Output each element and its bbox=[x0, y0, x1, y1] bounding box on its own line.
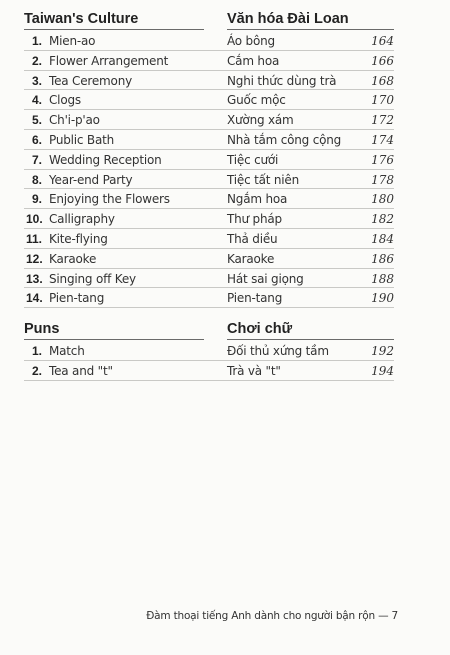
entry-page-number: 164 bbox=[371, 34, 394, 48]
entry-title-en: Karaoke bbox=[49, 251, 97, 266]
toc-entry bbox=[0, 150, 450, 170]
entry-page-number: 176 bbox=[371, 152, 394, 167]
section-divider bbox=[24, 29, 204, 30]
entry-title-en: Mien-ao bbox=[49, 34, 96, 48]
section-title-culture-vi: Văn hóa Đài Loan bbox=[227, 11, 349, 27]
entry-title-en: Clogs bbox=[49, 93, 81, 108]
entry-page-number: 174 bbox=[371, 133, 394, 147]
entry-title-en: Match bbox=[49, 344, 85, 358]
toc-entry bbox=[0, 229, 450, 249]
row-separator bbox=[24, 307, 394, 308]
entry-number: 11. bbox=[26, 232, 43, 246]
entry-number: 1. bbox=[31, 34, 42, 48]
entry-page-number: 190 bbox=[371, 291, 394, 306]
entry-title-vi: Karaoke bbox=[227, 251, 275, 266]
entry-number: 10. bbox=[26, 212, 43, 227]
entry-page-number: 188 bbox=[371, 271, 394, 286]
entry-title-vi: Nhà tắm công cộng bbox=[227, 133, 342, 147]
toc-entry bbox=[0, 71, 450, 91]
section-title-culture-en: Taiwan's Culture bbox=[24, 11, 139, 27]
entry-title-en: Pien-tang bbox=[49, 291, 105, 306]
entry-title-en: Wedding Reception bbox=[49, 152, 162, 167]
toc-entry bbox=[0, 361, 450, 381]
entry-number: 2. bbox=[31, 363, 42, 378]
entry-number: 6. bbox=[31, 133, 42, 147]
toc-entry bbox=[0, 189, 450, 209]
entry-title-vi: Đối thủ xứng tầm bbox=[227, 344, 329, 358]
section-divider bbox=[227, 29, 394, 30]
toc-entry bbox=[0, 269, 450, 289]
toc-entry bbox=[0, 209, 450, 229]
toc-entry bbox=[0, 31, 450, 51]
toc-entry bbox=[0, 249, 450, 269]
entry-title-vi: Trà và "t" bbox=[227, 363, 281, 378]
entry-number: 5. bbox=[31, 113, 42, 128]
entry-page-number: 192 bbox=[371, 344, 394, 358]
entry-title-vi: Thư pháp bbox=[227, 212, 282, 227]
section-title-puns-vi: Chơi chữ bbox=[227, 321, 293, 337]
toc-entry bbox=[0, 90, 450, 110]
entry-title-vi: Guốc mộc bbox=[227, 93, 286, 108]
entry-page-number: 178 bbox=[371, 172, 394, 187]
entry-number: 3. bbox=[31, 73, 42, 88]
entry-title-vi: Nghi thức dùng trà bbox=[227, 73, 337, 88]
entry-page-number: 182 bbox=[371, 212, 394, 227]
entry-number: 7. bbox=[31, 152, 42, 167]
entry-title-en: Calligraphy bbox=[49, 212, 115, 227]
entry-title-en: Singing off Key bbox=[49, 271, 136, 286]
entry-title-vi: Thả diều bbox=[227, 232, 278, 246]
entry-title-en: Enjoying the Flowers bbox=[49, 192, 170, 207]
toc-entry bbox=[0, 110, 450, 130]
entry-number: 2. bbox=[31, 53, 42, 68]
entry-page-number: 168 bbox=[371, 73, 394, 88]
entry-number: 12. bbox=[26, 251, 43, 266]
section-divider bbox=[227, 339, 394, 340]
entry-page-number: 170 bbox=[371, 93, 394, 108]
entry-title-vi: Cắm hoa bbox=[227, 53, 280, 68]
entry-page-number: 172 bbox=[371, 113, 394, 128]
entry-title-en: Tea Ceremony bbox=[49, 73, 132, 88]
entry-title-vi: Xường xám bbox=[227, 113, 294, 128]
entry-number: 1. bbox=[31, 344, 42, 358]
entry-number: 4. bbox=[31, 93, 42, 108]
toc-entry bbox=[0, 170, 450, 190]
toc-entry bbox=[0, 51, 450, 71]
entry-title-en: Ch'i-p'ao bbox=[49, 113, 100, 128]
entry-title-en: Flower Arrangement bbox=[49, 53, 169, 68]
entry-title-vi: Pien-tang bbox=[227, 291, 283, 306]
row-separator bbox=[24, 380, 394, 381]
section-divider bbox=[24, 339, 204, 340]
entry-number: 13. bbox=[26, 271, 43, 286]
toc-entry bbox=[0, 341, 450, 361]
entry-title-vi: Ngắm hoa bbox=[227, 192, 288, 207]
entry-title-vi: Tiệc tất niên bbox=[227, 172, 299, 187]
entry-title-en: Tea and "t" bbox=[49, 363, 113, 378]
entry-number: 14. bbox=[26, 291, 43, 306]
entry-title-vi: Áo bông bbox=[227, 34, 275, 48]
entry-title-vi: Tiệc cưới bbox=[227, 152, 279, 167]
toc-entry bbox=[0, 130, 450, 150]
entry-number: 8. bbox=[31, 172, 42, 187]
entry-page-number: 186 bbox=[371, 251, 394, 266]
entry-page-number: 180 bbox=[371, 192, 394, 207]
page-footer: Đàm thoại tiếng Anh dành cho người bận rộn — 7 bbox=[146, 610, 398, 622]
entry-page-number: 184 bbox=[371, 232, 394, 246]
entry-page-number: 166 bbox=[371, 53, 394, 68]
entry-page-number: 194 bbox=[371, 363, 394, 378]
entry-number: 9. bbox=[31, 192, 42, 207]
toc-entry bbox=[0, 288, 450, 308]
section-title-puns-en: Puns bbox=[24, 321, 60, 337]
entry-title-en: Year-end Party bbox=[49, 172, 133, 187]
entry-title-vi: Hát sai giọng bbox=[227, 271, 304, 286]
entry-title-en: Public Bath bbox=[49, 133, 115, 147]
entry-title-en: Kite-flying bbox=[49, 232, 108, 246]
